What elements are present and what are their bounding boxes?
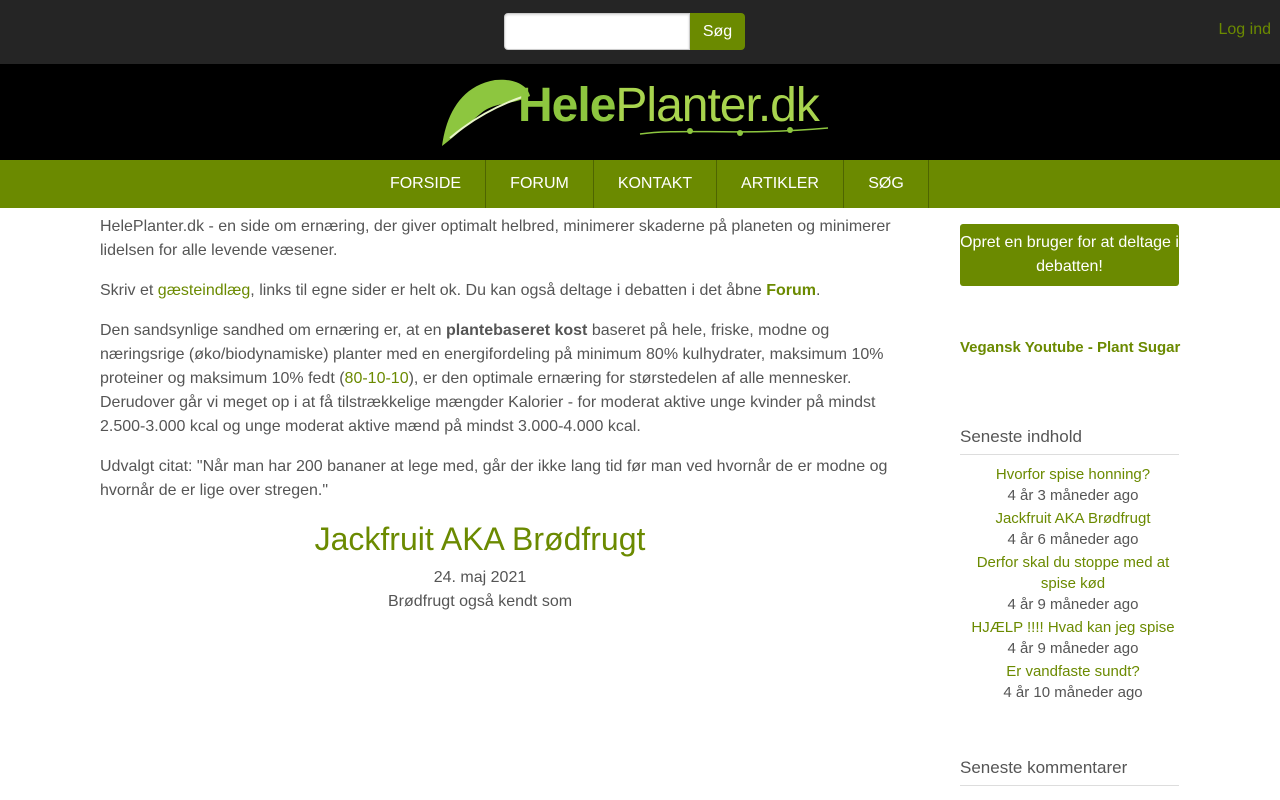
list-item	[960, 464, 1186, 506]
article-teaser: Brødfrugt også kendt som	[387, 593, 573, 610]
nav-forum[interactable]: FORUM	[486, 160, 594, 208]
comments-heading: Seneste kommentarer	[960, 757, 1179, 786]
text-span: Den sandsynlige sandhed om ernæring er, at en	[100, 322, 446, 339]
latest-link[interactable]: Hvorfor spise honning?	[995, 466, 1151, 483]
intro-paragraph-2	[100, 279, 900, 303]
ratio-link[interactable]: 80-10-10	[344, 370, 409, 387]
list-item	[960, 661, 1186, 703]
list-item	[960, 617, 1186, 659]
logo-hele: Hele	[518, 79, 616, 132]
text-span: Skriv et	[100, 282, 158, 299]
quote-paragraph: Udvalgt citat: "Når man har 200 bananer at lege med, går der ikke lang tid før man ved hvornår de er modne og hvornår de er lige over stregen."	[100, 458, 888, 499]
latest-link[interactable]: Er vandfaste sundt?	[1006, 663, 1140, 680]
nav-soeg[interactable]: SØG	[844, 160, 929, 208]
latest-time: 4 år 10 måneder ago	[1003, 684, 1143, 701]
guest-post-link[interactable]: gæsteindlæg	[157, 282, 251, 299]
text-span: .	[815, 282, 821, 299]
nav-artikler[interactable]: ARTIKLER	[717, 160, 844, 208]
intro-paragraph-1: HelePlanter.dk - en side om ernæring, der giver optimalt helbred, minimerer skaderne på planeten og minimerer lidelsen for alle levende væsener.	[100, 218, 891, 259]
search-input[interactable]	[504, 13, 690, 50]
intro-text	[100, 215, 900, 519]
youtube-link[interactable]: Vegansk Youtube - Plant Sugar	[960, 339, 1181, 356]
forum-link[interactable]: Forum	[766, 282, 816, 299]
text-span: baseret på hele, friske, modne og næringsrige (øko/biodynamiske) planter med en energifordeling på minimum 80% kulhydrater, maksimum 10% proteiner og maksimum 10% fedt (	[100, 322, 884, 387]
latest-time: 4 år 3 måneder ago	[1007, 487, 1139, 504]
text-span: , links til egne sider er helt ok. Du kan også deltage i debatten i det åbne	[250, 282, 767, 299]
login-link[interactable]: Log ind	[1218, 21, 1271, 38]
nav-forside[interactable]: FORSIDE	[366, 160, 486, 208]
search-button[interactable]: Søg	[690, 13, 745, 50]
latest-time: 4 år 9 måneder ago	[1007, 596, 1139, 613]
latest-link[interactable]: Jackfruit AKA Brødfrugt	[995, 510, 1151, 527]
intro-paragraph-3	[100, 319, 900, 439]
article-title[interactable]: Jackfruit AKA Brødfrugt	[314, 521, 646, 557]
latest-list	[960, 464, 1186, 705]
article-date: 24. maj 2021	[433, 569, 527, 586]
site-logo-text	[518, 78, 819, 133]
latest-time: 4 år 9 måneder ago	[1007, 640, 1139, 657]
list-item	[960, 552, 1186, 615]
signup-button[interactable]: Opret en bruger for at deltage i debatten!	[960, 224, 1179, 286]
text-span: ), er den optimale ernæring for størstedelen af alle mennesker. Derudover går vi meget op i at få tilstrækkelige mængder Kalorier - for moderat aktive unge kvinder på mindst 2.500-3.000 kcal og unge moderat aktive mænd på mindst 3.000-4.000 kcal.	[100, 370, 876, 435]
latest-link[interactable]: Derfor skal du stoppe med at spise kød	[976, 554, 1170, 592]
latest-time: 4 år 6 måneder ago	[1007, 531, 1139, 548]
list-item	[960, 508, 1186, 550]
logo-planter: Planter.dk	[615, 79, 819, 132]
latest-heading: Seneste indhold	[960, 426, 1179, 455]
plantebaseret-bold: plantebaseret kost	[446, 322, 588, 339]
nav-kontakt[interactable]: KONTAKT	[594, 160, 717, 208]
latest-link[interactable]: HJÆLP !!!! Hvad kan jeg spise	[971, 619, 1175, 636]
